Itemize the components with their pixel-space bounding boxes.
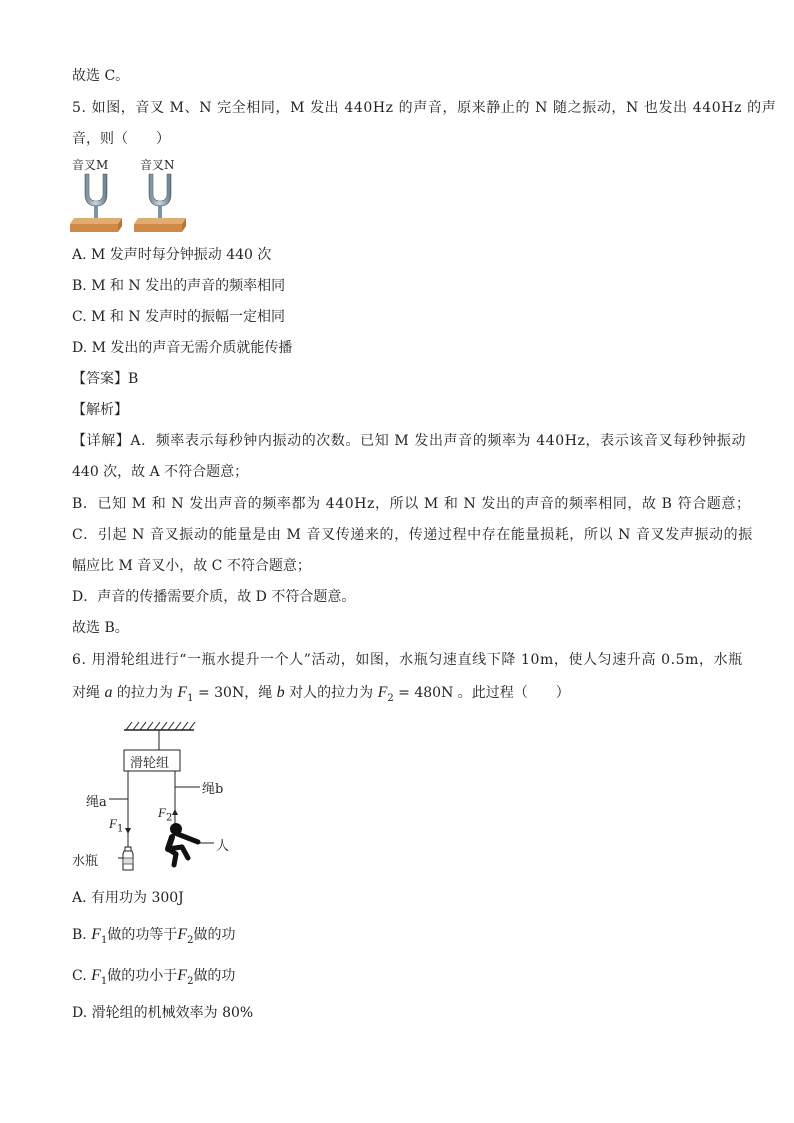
q5-stem-line1: 5. 如图，音叉 M、N 完全相同，M 发出 440Hz 的声音，原来静止的 N 随之振动，N 也发出 440Hz 的声 (72, 100, 777, 116)
q6-stem-line1: 6. 用滑轮组进行“一瓶水提升一个人”活动，如图，水瓶匀速直线下降 10m，使人匀速升高 0.5m，水瓶 (72, 652, 743, 668)
tuning-forks-figure (70, 154, 190, 234)
person-label: 人 (216, 839, 230, 854)
q6-option-b: B. $F_1$做的功等于$F_2$做的功 (72, 926, 236, 946)
q6-option-d: D. 滑轮组的机械效率为 80% (72, 1005, 254, 1021)
pulley-label: 滑轮组 (130, 756, 170, 771)
rope-a-label: 绳a (86, 795, 107, 810)
fork-n-label: 音叉N (140, 158, 175, 172)
water-bottle-icon (123, 847, 133, 870)
q5-detail-line: D．声音的传播需要介质，故 D 不符合题意。 (72, 589, 356, 605)
f2-label: $F_2$ (158, 805, 173, 824)
q5-detail-line: 幅应比 M 音叉小，故 C 不符合题意； (72, 558, 311, 574)
q5-detail-line: 440 次，故 A 不符合题意； (72, 464, 249, 480)
prev-conclusion: 故选 C。 (72, 68, 130, 84)
q5-detail-line: B．已知 M 和 N 发出声音的频率都为 440Hz，所以 M 和 N 发出的声音的频率相同，故 B 符合题意； (72, 496, 751, 512)
tuning-fork-m-icon (70, 174, 122, 232)
f1-label: $F_1$ (109, 816, 124, 835)
q5-option-a: A. M 发声时每分钟振动 440 次 (72, 247, 272, 263)
q5-conclusion: 故选 B。 (72, 620, 129, 636)
bottle-label: 水瓶 (72, 854, 99, 869)
person-icon (168, 823, 198, 865)
fork-m-label: 音叉M (72, 158, 109, 172)
q5-option-b: B. M 和 N 发出的声音的频率相同 (72, 278, 286, 294)
q5-option-c: C. M 和 N 发声时的振幅一定相同 (72, 309, 286, 325)
q6-option-a: A. 有用功为 300J (72, 890, 184, 906)
rope-b-label: 绳b (202, 782, 224, 797)
q5-stem-line2: 音，则（ ） (72, 131, 170, 147)
q5-detail-line: 【详解】A．频率表示每秒钟内振动的次数。已知 M 发出声音的频率为 440Hz，表示该音叉每秒钟振动 (72, 433, 747, 449)
q6-option-c: C. $F_1$做的功小于$F_2$做的功 (72, 967, 236, 987)
q5-analysis-heading: 【解析】 (72, 402, 128, 418)
pulley-diagram (70, 718, 260, 876)
q5-answer: 【答案】B (72, 371, 139, 387)
q5-detail-line: C．引起 N 音叉振动的能量是由 M 音叉传递来的，传递过程中存在能量损耗，所以 N 音叉发声振动的振 (72, 527, 753, 543)
tuning-fork-icons (70, 154, 190, 234)
q5-option-d: D. M 发出的声音无需介质就能传播 (72, 340, 293, 356)
q6-stem-line2: 对绳 a 的拉力为 $F_1 = 30N$，绳 b 对人的拉力为 $F_2 = 480N$ 。此过程（ ） (72, 684, 570, 704)
tuning-fork-n-icon (134, 174, 186, 232)
